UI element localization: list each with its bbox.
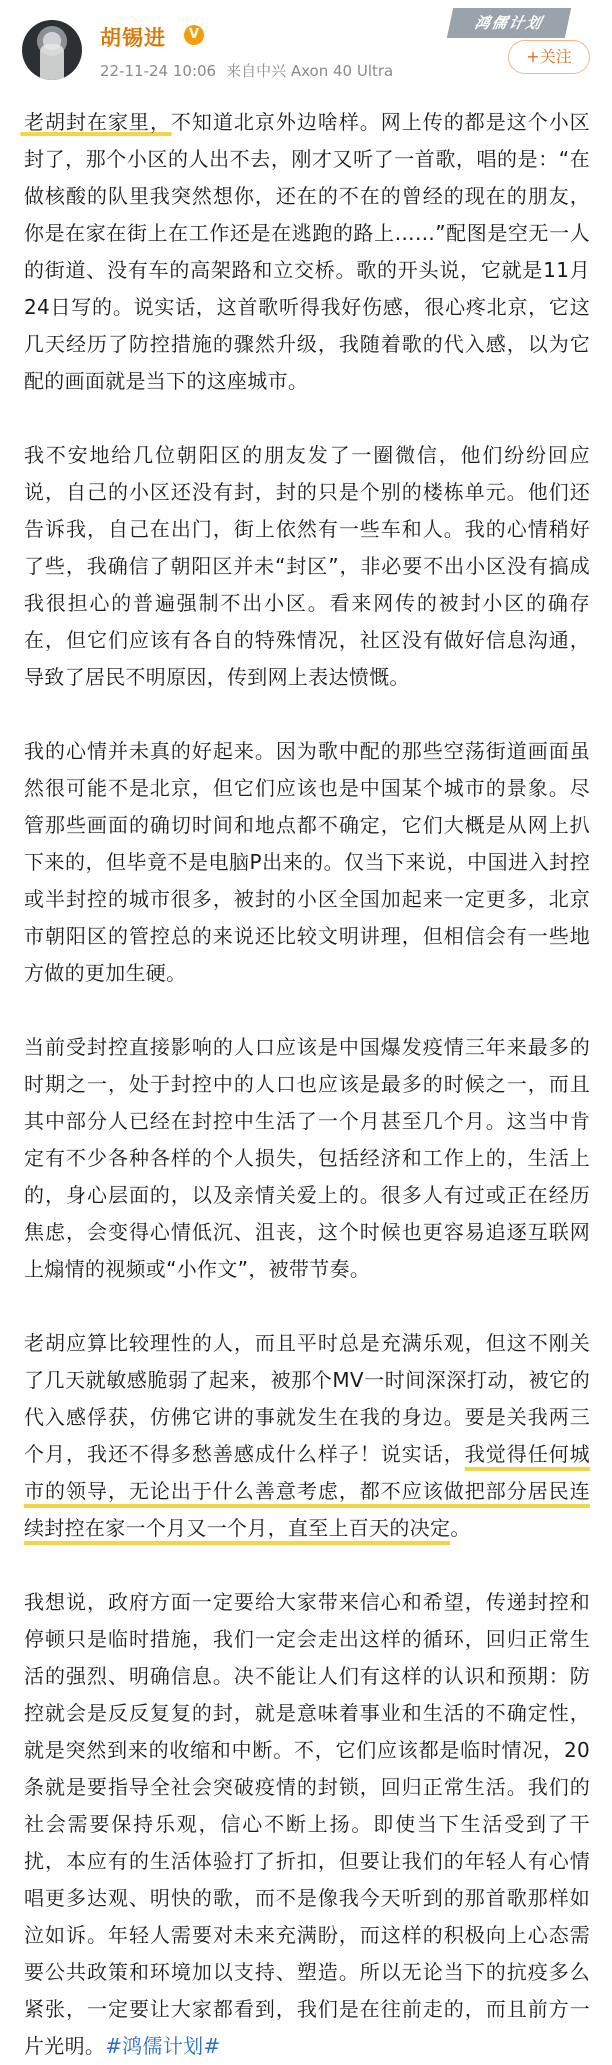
paragraph-5-highlight: 我觉得任何城市的领导，无论出于什么善意考虑，都不应该做把部分居民连续封控在家一个月又一个月，直至上百天的决定 bbox=[24, 1442, 590, 1540]
paragraph-5 bbox=[24, 1325, 590, 1547]
paragraph-5-start: 老胡应算比较理性的人，而且平时总是充满乐观，但这不刚关了几天就敏感脆弱了起来，被那个MV一时间深深打动，被它的代入感俘获，仿佛它讲的事就发生在我的身边。要是关我两三个月，我还不得多愁善感成什么样子！说实话， bbox=[24, 1331, 590, 1466]
paragraph-6 bbox=[24, 1584, 590, 2065]
paragraph-4: 当前受封控直接影响的人口应该是中国爆发疫情三年来最多的时期之一，处于封控中的人口也应该是最多的时候之一，而且其中部分人已经在封控中生活了一个月甚至几个月。这当中肯定有不少各种各样的个人损失，包括经济和工作上的，生活上的，身心层面的，以及亲情关爱上的。很多人有过或正在经历焦虑，会变得心情低沉、沮丧，这个时候也更容易追逐互联网上煽情的视频或“小作文”，被带节奏。 bbox=[24, 1035, 590, 1281]
paragraph-2: 我不安地给几位朝阳区的朋友发了一圈微信，他们纷纷回应说，自己的小区还没有封，封的只是个别的楼栋单元。他们还告诉我，自己在出门，街上依然有一些车和人。我的心情稍好了些，我确信了朝阳区并未“封区”，非必要不出小区没有搞成我很担心的普遍强制不出小区。看来网传的被封小区的确存在，但它们应该有各自的特殊情况，社区没有做好信息沟通，导致了居民不明原因，传到网上表达愤慨。 bbox=[24, 443, 590, 689]
paragraph-1-lead: 老胡封在家里 bbox=[24, 110, 150, 134]
post-header bbox=[0, 0, 612, 92]
post-content bbox=[24, 104, 590, 2065]
verified-badge-icon: V bbox=[184, 25, 204, 45]
paragraph-3: 我的心情并未真的好起来。因为歌中配的那些空荡街道画面虽然很可能不是北京，但它们应该也是中国某个城市的景象。尽管那些画面的确切时间和地点都不确定，它们大概是从网上扒下来的，但毕竟不是电脑P出来的。仅当下来说，中国进入封控或半封控的城市很多，被封的小区全国加起来一定更多，北京市朝阳区的管控总的来说还比较文明讲理，但相信会有一些地方做的更加生硬。 bbox=[24, 739, 590, 985]
post-meta bbox=[100, 60, 393, 81]
avatar[interactable] bbox=[22, 20, 82, 80]
paragraph-5-end: 。 bbox=[450, 1516, 471, 1540]
post-time: 22-11-24 10:06 bbox=[100, 62, 217, 80]
paragraph-6-body: 我想说，政府方面一定要给大家带来信心和希望，传递封控和停顿只是临时措施，我们一定会走出这样的循环，回归正常生活的强烈、明确信息。决不能让人们有这样的认识和预期：防控就会是反反复复的封，就是意味着事业和生活的不确定性，就是突然到来的收缩和中断。不，它们应该都是临时情况，20条就是要指导全社会突破疫情的封锁，回归正常生活。我们的社会需要保持乐观，信心不断上扬。即使当下生活受到了干扰，本应有的生活体验打了折扣，但要让我们的年轻人有心情唱更多达观、明快的歌，而不是像我今天听到的那首歌那样如泣如诉。年轻人需要对未来充满盼，而这样的积极向上心态需要公共政策和环境加以支持、塑造。所以无论当下的抗疫多么紧张，一定要让大家都看到，我们是在往前走的，而且前方一片光明。 bbox=[24, 1590, 590, 2058]
watermark-logo: 鸿儒计划 bbox=[447, 8, 571, 38]
paragraph-1-body: ，不知道北京外边啥样。网上传的都是这个小区封了，那个小区的人出不去，刚才又听了一首歌，唱的是：“在做核酸的队里我突然想你，还在的不在的曾经的现在的朋友，你是在家在街上在工作还是在逃跑的路上……”配图是空无一人的街道、没有车的高架路和立交桥。歌的开头说，它就是11月24日写的。说实话，这首歌听得我好伤感，很心疼北京，它这几天经历了防控措施的骤然升级，我随着歌的代入感，以为它配的画面就是当下的这座城市。 bbox=[24, 110, 590, 393]
post-source: 来自中兴 Axon 40 Ultra bbox=[226, 62, 394, 80]
avatar-figure bbox=[40, 44, 64, 80]
follow-button[interactable]: +关注 bbox=[508, 40, 590, 74]
paragraph-1 bbox=[24, 104, 590, 400]
hashtag-link[interactable]: #鸿儒计划# bbox=[105, 2034, 221, 2058]
username[interactable]: 胡锡进 bbox=[100, 26, 166, 50]
